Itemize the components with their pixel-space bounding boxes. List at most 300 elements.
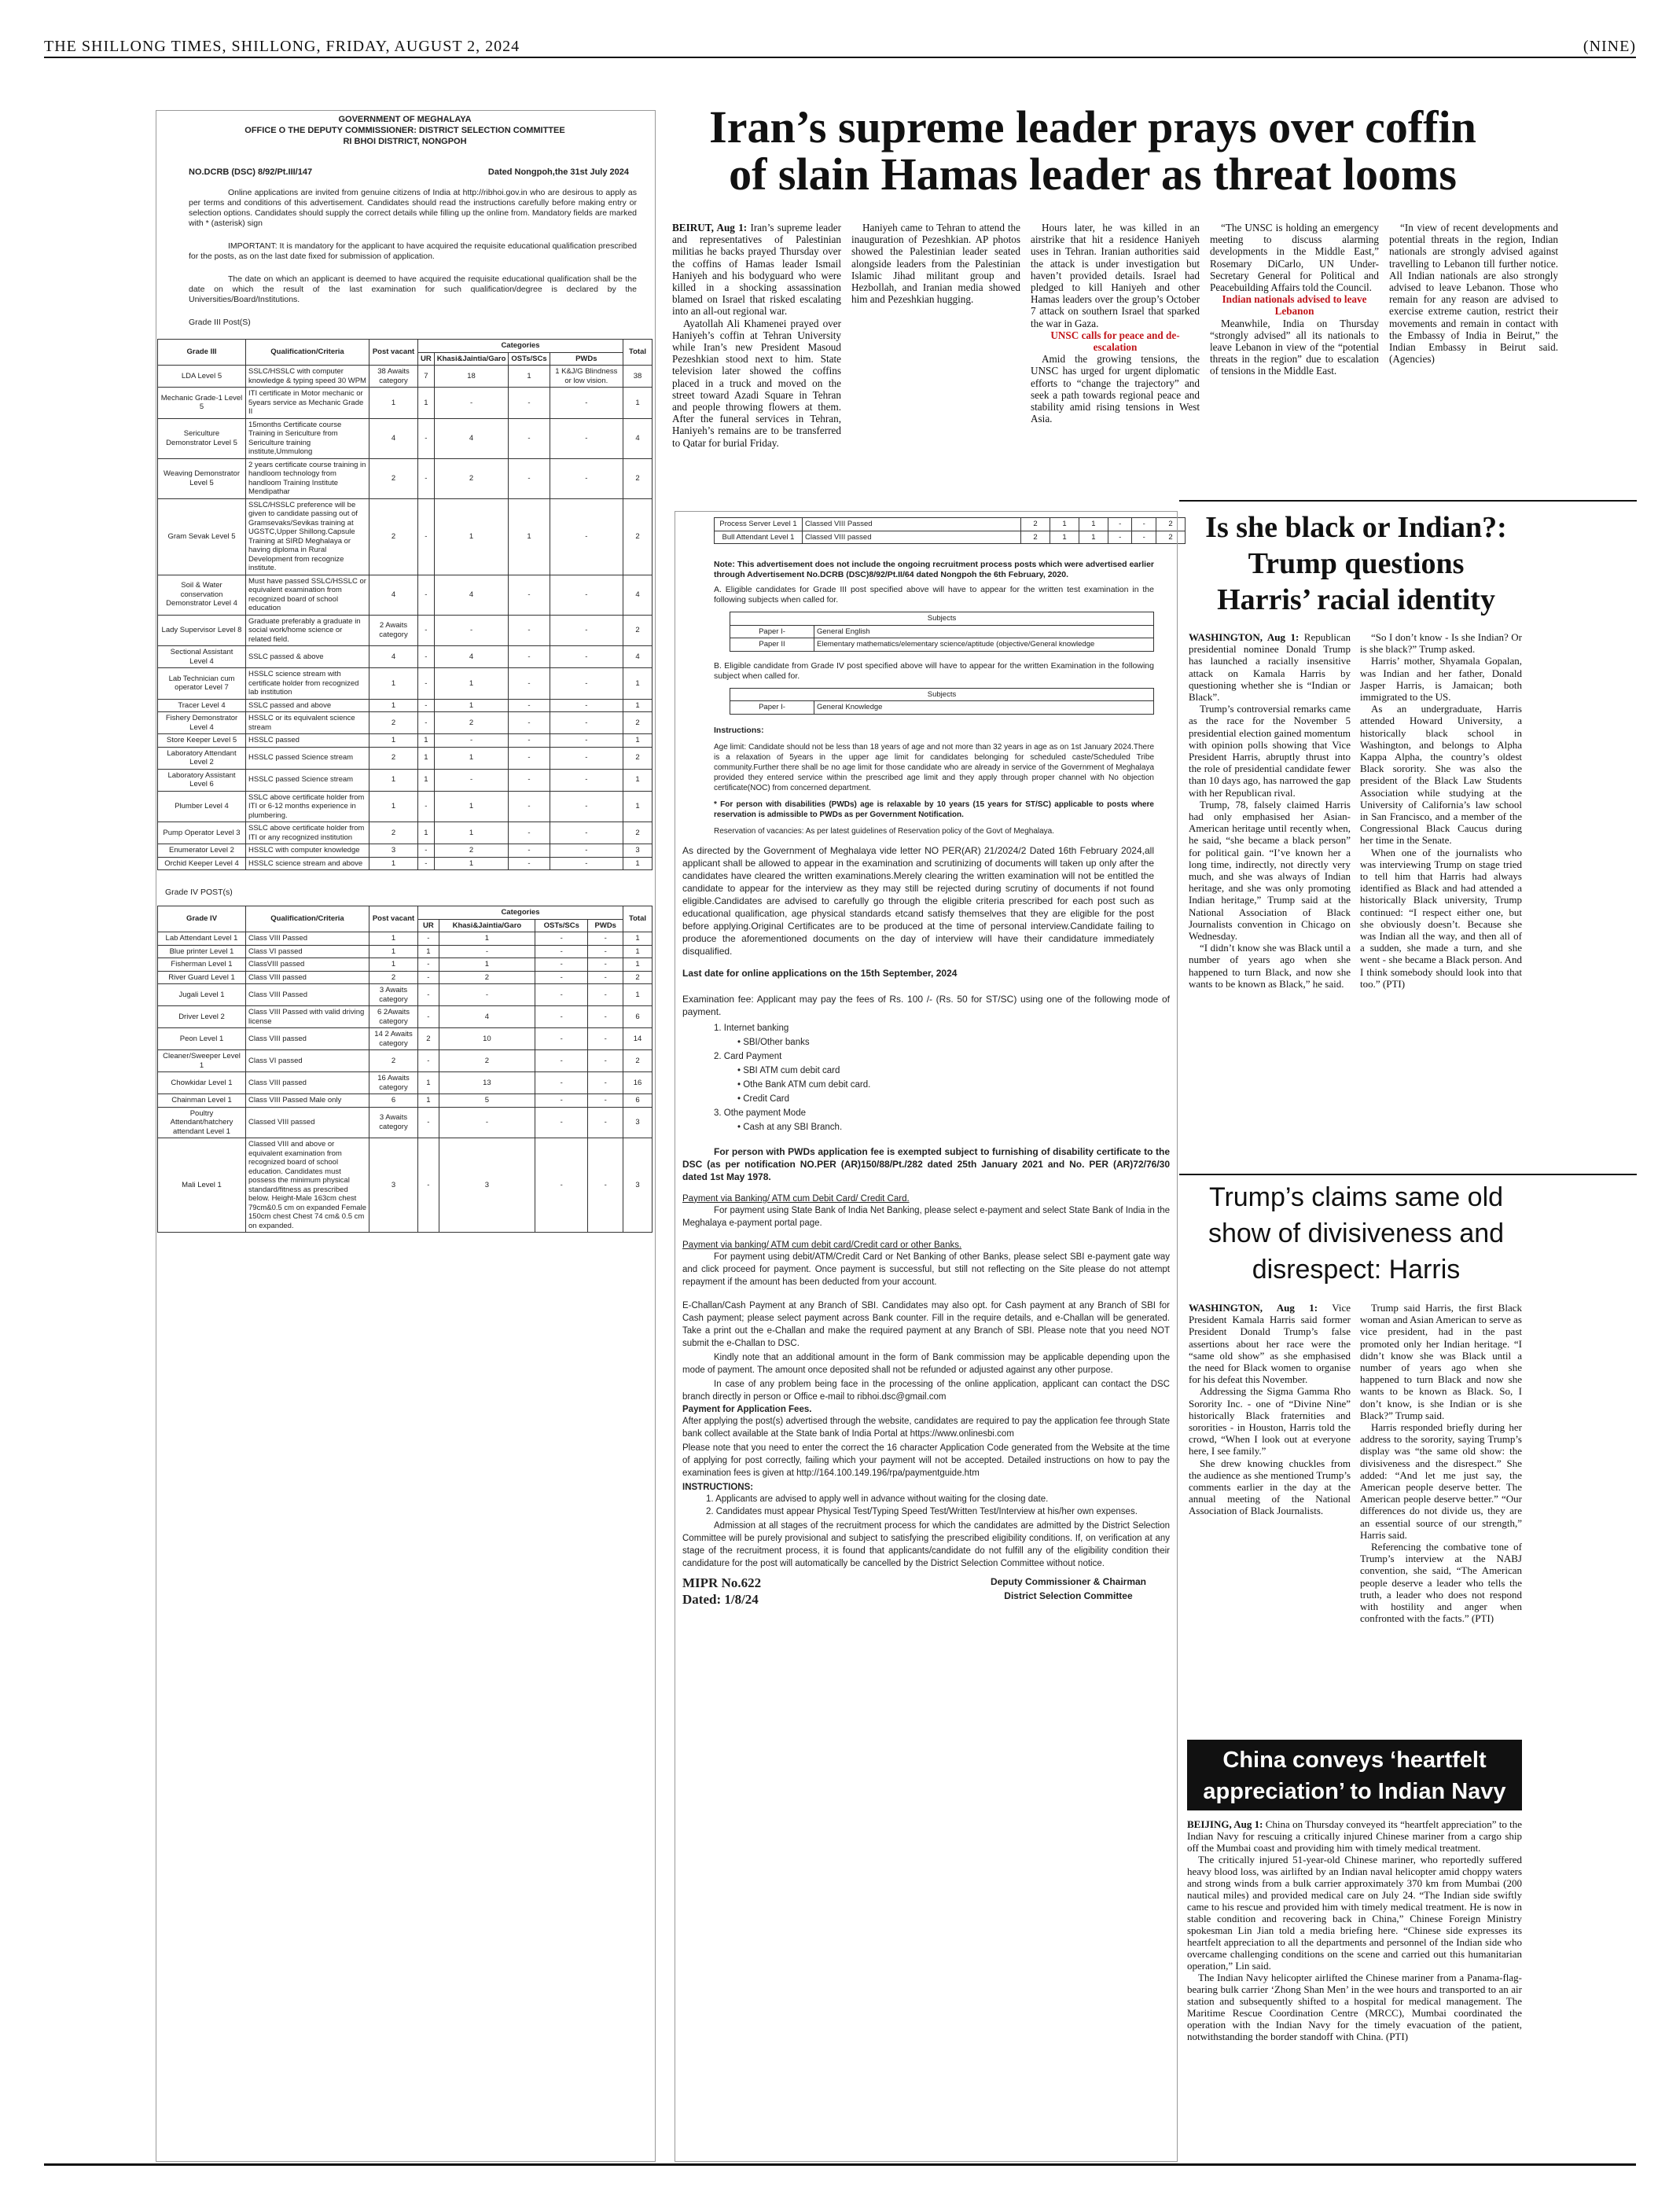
table-cell: - [509,458,550,498]
ad-last-date: Last date for online applications on the 15th September, 2024 [682,967,958,979]
table-cell: - [434,615,509,646]
table-cell: - [418,984,439,1006]
table-cell: - [418,458,435,498]
table-cell: 4 [623,646,653,668]
table-cell: - [509,769,550,791]
ad-note: Note: This advertisement does not include the ongoing recruitment process posts which were advertised earlier through Advertisement No.DCRB (DSC)8/92/Pt.II/64 dated Nongpoh the 6th February, 2020. [714,560,1154,579]
col-subheader: OSTs/SCs [535,919,588,932]
harris-p1: Vice President Kamala Harris said former President Donald Trump’s false assertions about her race were the “same old show” as she emphasised the need for Black women to organise for his defeat this November. [1189,1302,1351,1386]
table-cell: - [535,971,588,984]
instruction-item: 2. Candidates must appear Physical Test/Typing Speed Test/Written Test/Interview at his/her own expenses. [706,1506,1138,1516]
fee-mode-item: • SBI/Other banks [737,1037,810,1047]
iran-col1 [672,222,841,449]
table-cell: 2 [623,712,653,734]
table-cell: 1 [434,822,509,844]
table-cell: Poultry Attendant/hatchery attendant Level 1 [158,1107,246,1138]
table-cell: - [418,1138,439,1233]
table-cell: - [550,734,623,748]
ad-directed: As directed by the Government of Meghalaya vide letter NO PER(AR) 21/2024/2 Dated 16th February 2024,all applicant shall be allowed to appear in the examination and scrutinizing of documents will taken up only after the candidates have cleared the written examinations.Merely clearing the written examination will not be entitled the candidate to appear for the interview as they may still be rejected during scrutiny of documents if not found eligible.Candidates are advised to carefully go through the eligible criteria prescribed for each post such as educational qualification, age physical standards etcand satisfy themselves that they are eligible for the post before applying.Original Certificates are to be produced at the time of personal interview.Candidate failing to produce the aforementioned documents on the day of interview will have their candidature immediately disqualified. [682,844,1154,957]
ad-important: IMPORTANT: It is mandatory for the applicant to have acquired the requisite educational qualification prescribed for the posts, as on the last date fixed for submission of application. [189,241,637,261]
iran-headline [668,101,1517,200]
table-cell: 15months Certificate course Training in Sericulture from Sericulture training institute,Ummulong [246,418,369,458]
divider-rule [1179,500,1637,502]
table-cell: - [434,388,509,419]
table-cell: - [418,1107,439,1138]
table-cell: - [535,984,588,1006]
table-cell: SSLC passed & above [246,646,369,668]
table-cell: - [535,1138,588,1233]
table-cell: Sectional Assistant Level 4 [158,646,246,668]
iran-p2: Ayatollah Ali Khamenei prayed over Haniyeh’s coffin at Tehran University while Iran’s new President Masoud Pezeshkian stood next to him. State television later showed the coffins placed in a truck and moved on the street toward Azadi Square in Tehran and people throwing flowers at them. After the funeral services in Tehran, Haniyeh’s remains are to be transferred to Qatar for burial Friday. [672,317,841,449]
table-cell: - [535,1028,588,1050]
iran-headline-line1: Iran’s supreme leader prays over coffin [709,101,1476,153]
col-header: Grade III [158,340,246,366]
table-cell: 1 [418,388,435,419]
table-cell: 6 [369,1094,418,1108]
iran-p6: “The UNSC is holding an emergency meeting to discuss alarming developments in the Middle East,” Rosemary DiCarlo, UN Under-Secretary General for Political and Peacebuilding Affairs told the Council. [1210,222,1379,294]
subjects-header: Subjects [730,688,1154,701]
table-cell: - [418,1050,439,1072]
table-cell: - [550,646,623,668]
table-cell: - [509,615,550,646]
table-cell: 4 [623,575,653,615]
col-subheader: OSTs/SCs [509,352,550,366]
table-cell: 2 [369,971,418,984]
table-cell: Class VI passed [246,1050,369,1072]
table-cell: 14 2 Awaits category [369,1028,418,1050]
trump-headline-line1: Is she black or Indian?: [1205,511,1507,544]
table-cell: 1 [369,932,418,946]
instruction-item: 1. Applicants are advised to apply well in advance without waiting for the closing date. [706,1494,1049,1504]
table-cell: 3 [623,1138,653,1233]
table-cell: - [535,1006,588,1028]
col-header: Grade IV [158,906,246,932]
table-cell: 2 [434,458,509,498]
fee-mode-item: 3. Othe payment Mode [714,1108,806,1118]
table-cell: - [509,822,550,844]
table-cell: 2 [623,1050,653,1072]
table-cell: 4 [369,646,418,668]
iran-col3 [1031,222,1200,425]
table-cell: Lab Technician cum operator Level 7 [158,668,246,700]
table-cell: Sericulture Demonstrator Level 5 [158,418,246,458]
col-subheader: UR [418,352,435,366]
table-cell: 2 [1156,531,1186,544]
col-subheader: PWDs [588,919,623,932]
table-cell: 2 [369,712,418,734]
table-cell: - [439,984,535,1006]
table-cell: Cleaner/Sweeper Level 1 [158,1050,246,1072]
col-header: Categories [418,340,623,353]
table-cell: Enumerator Level 2 [158,844,246,858]
table-cell: 1 [369,734,418,748]
harris-p2: Addressing the Sigma Gamma Rho Sorority Inc. - one of “Divine Nine” historically Black fraternities and sororities - in Houston, Harris told the crowd, “When I look out at everyone here, I see family.” [1189,1385,1351,1457]
harris-headline [1191,1179,1521,1288]
ad-intro: Online applications are invited from genuine citizens of India at http://ribhoi.gov.in who are desirous to apply as per terms and conditions of this advertisement. Candidates should read the instructions carefully before making entry or selection options. Candidates should supply the correct details while filling up the online from. Mandatory fields are marked with * (asterisk) sign [189,188,637,228]
table-cell: - [1132,531,1156,544]
table-cell: - [418,1006,439,1028]
iran-p7: Meanwhile, India on Thursday “strongly advised” all its nationals to leave Lebanon in view of the “potential threats in the region” due to escalation of tensions in the Middle East. [1210,317,1379,377]
trump-col1 [1189,631,1351,990]
ad-sign2: District Selection Committee [1004,1590,1133,1601]
table-cell: - [418,699,435,712]
table-cell: 1 [369,668,418,700]
table-cell: 16 [623,1072,653,1094]
ad-instr-head: INSTRUCTIONS: [682,1482,754,1492]
table-cell: 4 [623,418,653,458]
table-cell: Tracer Level 4 [158,699,246,712]
fee-mode-item: • SBI ATM cum debit card [737,1065,840,1075]
table-cell: - [509,747,550,769]
iran-col2 [851,222,1020,305]
table-cell: - [418,971,439,984]
table-cell: 1 [1050,518,1079,531]
table-cell: 2 [434,712,509,734]
fee-mode-item: • Othe Bank ATM cum debit card. [737,1079,871,1090]
table-cell: 3 [369,1138,418,1233]
table-cell: - [588,1050,623,1072]
table-cell: - [588,984,623,1006]
ad-sign1: Deputy Commissioner & Chairman [990,1575,1146,1587]
table-cell: 1 [1079,518,1108,531]
trump-headline-line3: Harris’ racial identity [1217,583,1495,616]
table-cell: - [535,1107,588,1138]
table-cell: 3 Awaits category [369,1107,418,1138]
iran-sub2: Indian nationals advised to leave Lebanon [1222,293,1367,318]
iran-p1: Iran’s supreme leader and representatives of Palestinian militias he backs prayed Thursday over the coffins of Hamas leader Ismail Haniyeh and his bodyguard who were killed in a shocking assassination blamed on Israel that risked escalating into an all-out regional war. [672,222,841,318]
table-cell: 1 [418,1094,439,1108]
running-head [44,38,1636,56]
table-cell: - [509,418,550,458]
iran-dateline: BEIRUT, Aug 1: [672,222,748,233]
table-cell: - [588,971,623,984]
iran-p3: Haniyeh came to Tehran to attend the inauguration of Pezeshkian. AP photos showed the Palestinian leader seated alongside leaders from the Palestinian Islamic Jihad militant group and Hezbollah, and Iranian media showed him and Pezeshkian hugging. [851,222,1020,306]
table-cell: - [535,945,588,958]
table-cell: 18 [434,366,509,388]
col-header: Qualification/Criteria [246,906,369,932]
harris-col2 [1360,1302,1522,1624]
china-headline [1187,1740,1522,1807]
col-subheader: UR [418,919,439,932]
table-cell: 2 [1021,531,1050,544]
table-cell: General English [814,625,1154,638]
table-cell: 2 [623,615,653,646]
table-cell: 1 [623,984,653,1006]
harris-p6: Referencing the combative tone of Trump’s interview at the NABJ convention, she said, “The American people deserve a leader who tells the truth, a leader who does not respond with hostility and anger when confronted with the facts.” (PTI) [1360,1541,1522,1625]
trump-p8: When one of the journalists who was interviewing Trump on stage tried to tell him that Harris had always identified as Black and had attended a historically Black university, Trump continued: “I respect either one, but she obviously doesn’t. Because she was Indian all the way, and then all of a sudden, she made a turn, and she went - she became a Black person. And I think somebody should look into that too.” (PTI) [1360,846,1522,990]
ad-fee: Examination fee: Applicant may pay the fees of Rs. 100 /- (Rs. 50 for ST/SC) using one of the following mode of payment. [682,993,1170,1017]
table-cell: 3 [623,844,653,858]
table-cell: 1 [434,747,509,769]
table-cell: Store Keeper Level 5 [158,734,246,748]
table-cell: 1 [418,1072,439,1094]
table-cell: HSSLC passed Science stream [246,769,369,791]
china-headline-line2: appreciation’ to Indian Navy [1203,1779,1506,1804]
table-cell: Process Server Level 1 [715,518,803,531]
table-cell: General Knowledge [814,701,1154,715]
top-rule [44,57,1636,58]
table-cell: 2 [369,747,418,769]
table-cell: - [418,646,435,668]
ad-note-b: B. Eligible candidate from Grade IV post specified above will have to appear for the written Examination in the following subject when called for. [714,660,1154,681]
ad-org2: OFFICE O THE DEPUTY COMMISSIONER: DISTRICT SELECTION COMMITTEE [244,126,565,135]
table-cell: - [588,958,623,972]
table-cell: 5 [439,1094,535,1108]
table-cell: - [588,1006,623,1028]
table-cell: 1 [439,932,535,946]
table-cell: - [535,1072,588,1094]
table-cell: - [418,958,439,972]
table-cell: River Guard Level 1 [158,971,246,984]
table-cell: 1 [439,958,535,972]
harris-headline-line1: Trump’s claims same old [1208,1182,1504,1212]
table-cell: 1 [369,945,418,958]
table-cell: LDA Level 5 [158,366,246,388]
table-cell: 10 [439,1028,535,1050]
page-number: (NINE) [1583,38,1636,55]
table-cell: 2 [369,498,418,575]
table-cell: Paper I- [730,701,814,715]
table-cell: - [509,734,550,748]
table-cell: - [588,1028,623,1050]
table-cell: - [418,932,439,946]
harris-p4: Trump said Harris, the first Black woman and Asian American to serve as vice president, had in the past promoted only her Indian heritage. “I didn’t know she was Black until a number of years ago when she happened to turn Black and now she wants to be known as Black. So, I don’t know, is she Indian or is she Black?” Trump said. [1360,1302,1522,1421]
table-cell: - [509,668,550,700]
table-cell: 2 [1156,518,1186,531]
table-cell: - [418,418,435,458]
table-cell: Class VIII Passed [246,932,369,946]
table-cell: - [550,388,623,419]
iran-sub1: UNSC calls for peace and de-escalation [1050,329,1180,354]
table-cell: 1 [369,791,418,822]
table-cell: HSSLC with computer knowledge [246,844,369,858]
table-cell: - [550,418,623,458]
table-cell: SSLC above certificate holder from ITI or 6-12 months experience in plumbering. [246,791,369,822]
col-header: Qualification/Criteria [246,340,369,366]
table-cell: 1 [369,388,418,419]
table-cell: 1 [623,857,653,870]
table-cell: Must have passed SSLC/HSSLC or equivalent examination from recognized board of school education [246,575,369,615]
ad-grade4-title: Grade IV POST(s) [165,888,233,897]
table-cell: 1 [369,769,418,791]
trump-dateline: WASHINGTON, Aug 1: [1189,631,1300,643]
table-cell: 1 [623,945,653,958]
table-cell: 1 [418,822,435,844]
table-cell: 2 [369,458,418,498]
table-cell: 1 [434,791,509,822]
table-cell: ITI certificate in Motor mechanic or 5years service as Mechanic Grade II [246,388,369,419]
table-cell: - [418,575,435,615]
ad-age-limit: Age limit: Candidate should not be less than 18 years of age and not more than 32 years in age as on 1st January 2024.There is a relaxation of 5years in the upper age limit for candidates belonging for scheduled caste/Scheduled Tribe community.Further there shall be no age limit for those candidate who are already in service of the Government of Meghalaya provided they entered service within the prescribed age limit and they apply through proper channel with No objection certificate(NOC) from concerned department. [714,742,1154,792]
table-cell: Driver Level 2 [158,1006,246,1028]
table-cell: - [418,668,435,700]
table-cell: - [439,945,535,958]
table-cell: HSSLC passed [246,734,369,748]
table-cell: 2 [623,747,653,769]
ad-pay-fee-head: Payment for Application Fees. [682,1404,812,1414]
table-cell: 3 [439,1138,535,1233]
table-cell: Peon Level 1 [158,1028,246,1050]
table-cell: 4 [434,575,509,615]
table-cell: - [535,932,588,946]
table-cell: 1 [623,932,653,946]
table-cell: - [550,458,623,498]
table-cell: 6 2Awaits category [369,1006,418,1028]
table-cell: 6 [623,1094,653,1108]
ad-note-a: A. Eligible candidates for Grade III post specified above will have to appear for the written test examination in the following subjects when called for. [714,585,1154,605]
table-cell: 1 [623,388,653,419]
trump-p6: Harris’ mother, Shyamala Gopalan, was Indian and her father, Donald Jasper Harris, is Jamaican; both immigrated to the US. [1360,655,1522,704]
table-cell: - [588,1107,623,1138]
trump-p4: “I didn’t know she was Black until a number of years ago when she happened to turn Black, and now she wants to be known as Black,” he said. [1189,942,1351,990]
table-cell: - [509,646,550,668]
advert-border-center [675,511,1178,2162]
table-cell: Classed VIII passed [803,531,1021,544]
table-cell: 7 [418,366,435,388]
table-cell: 2 [418,1028,439,1050]
trump-p2: Trump’s controversial remarks came as the race for the November 5 presidential election gained momentum with opinion polls showing that Vice President Harris, abruptly thrust into the role of presidential candidate fewer than 10 days ago, has narrowed the gap with her Republican rival. [1189,703,1351,799]
table-cell: 1 [509,498,550,575]
table-cell: SSLC above certificate holder from ITI or any recognized institution [246,822,369,844]
ad-admission: Admission at all stages of the recruitment process for which the candidates are admitted by the District Selection Committee will be purely provisional and subject to satisfying the prescribed eligibility conditions. If, on verification at any stage of the recruitment process, it is found that applicants/candidate do not fulfill any of the eligibility condition their candidature for the post will automatically be cancelled by the District Selection Committee without notice. [682,1520,1170,1568]
table-cell: 2 [623,498,653,575]
table-cell: - [509,388,550,419]
table-cell: Gram Sevak Level 5 [158,498,246,575]
table-cell: Laboratory Assistant Level 6 [158,769,246,791]
table-cell: Elementary mathematics/elementary science/aptitude (objective/General knowledge [814,638,1154,652]
table-cell: Classed VIII and above or equivalent examination from recognized board of school education. Candidates must possess the minimum physical standard/fitness as prescribed below. Height-Male 163cm chest 79cm&0.5 cm on expanded Female 150cm chest Chest 74 cm& 0.5 cm on expanded. [246,1138,369,1233]
iran-headline-line2: of slain Hamas leader as threat looms [729,148,1457,200]
ad-mipr: MIPR No.622 [682,1575,762,1590]
subjects-header: Subjects [730,612,1154,626]
table-cell: - [418,712,435,734]
table-cell: - [509,699,550,712]
table-cell: - [535,1050,588,1072]
table-cell: 2 [434,844,509,858]
table-cell: - [509,857,550,870]
table-cell: - [418,857,435,870]
fee-mode-item: 2. Card Payment [714,1051,782,1061]
fee-mode-item: • Cash at any SBI Branch. [737,1122,843,1132]
iran-p5: Amid the growing tensions, the UNSC has urged for urgent diplomatic efforts to “change the trajectory” and seek a path towards regional peace and stability amid rising tensions in West Asia. [1031,353,1200,425]
table-cell: Mechanic Grade-1 Level 5 [158,388,246,419]
table-cell: ClassVIII passed [246,958,369,972]
table-cell: - [1132,518,1156,531]
trump-p7: As an undergraduate, Harris attended Howard University, a historically black school in Washington, and belongs to Alpha Kappa Alpha, the country’s oldest Black sorority. She was also the president of the Black Law Students Association while studying at the University of California’s law school in San Francisco, and a member of the Congressional Black Caucus during her time in the Senate. [1360,703,1522,847]
table-cell: 2 Awaits category [369,615,418,646]
trump-p5: “So I don’t know - Is she Indian? Or is she black?” Trump asked. [1360,631,1522,656]
table-cell: - [588,1094,623,1108]
table-cell: - [418,844,435,858]
table-cell: - [550,791,623,822]
fee-mode-item: 1. Internet banking [714,1023,789,1033]
table-cell: - [509,575,550,615]
table-cell: Class VIII passed [246,971,369,984]
table-cell: 1 [623,769,653,791]
table-cell: - [550,822,623,844]
ad-pay1: For payment using State Bank of India Net Banking, please select e-payment and select State Bank of India in the Meghalaya e-payment portal page. [682,1205,1170,1228]
table-cell: 2 [439,1050,535,1072]
table-cell: - [550,668,623,700]
iran-p4: Hours later, he was killed in an airstrike that hit a residence Haniyeh uses in Tehran. Iranian authorities said the attack is under investigation but haven’t provided details. Israel had pledged to kill Haniyeh and other Hamas leaders over the group’s October 7 attack on southern Israel that sparked the war in Gaza. [1031,222,1200,329]
table-cell: 14 [623,1028,653,1050]
table-cell: 1 [623,791,653,822]
table-cell: 38 Awaits category [369,366,418,388]
table-cell: - [588,1138,623,1233]
ad-pay7: Please note that you need to enter the correct the 16 character Application Code generated from the Website at the time of applying for post correctly, failing which your payment will not be accepted. Detailed instructions on how to pay the examination fees is given at http://164.100.149.196/rpa/paymentguide.htm [682,1443,1170,1478]
table-cell: Class VIII Passed [246,984,369,1006]
table-cell: 1 [418,769,435,791]
table-cell: SSLC/HSSLC with computer knowledge & typing speed 30 WPM [246,366,369,388]
table-cell: Bull Attendant Level 1 [715,531,803,544]
table-cell: 1 K&J/G Blindness or low vision. [550,366,623,388]
table-cell: - [418,791,435,822]
col-header: Total [623,340,653,366]
table-cell: - [418,615,435,646]
table-cell: - [550,844,623,858]
table-cell: 2 [623,822,653,844]
table-cell: Classed VIII passed [246,1107,369,1138]
table-cell: 3 [623,1107,653,1138]
table-cell: Pump Operator Level 3 [158,822,246,844]
iran-col4 [1210,222,1379,377]
trump-headline-line2: Trump questions [1248,547,1465,580]
table-cell: 2 [369,822,418,844]
table-cell: - [509,844,550,858]
china-headline-box [1187,1740,1522,1810]
iran-p8: “In view of recent developments and potential threats in the region, Indian nationals are strongly advised against travelling to Lebanon till further notice. All Indian nationals are also strongly advised to leave Lebanon. Those who remain for any reason are advised to exercise extreme caution, restrict their movements and remain in contact with the Embassy of India in Beirut,” the Indian Embassy in Beirut said. (Agencies) [1389,222,1558,366]
ad-instructions-label: Instructions: [714,725,764,735]
table-cell: 2 [369,1050,418,1072]
table-cell: - [509,791,550,822]
trump-col2 [1360,631,1522,990]
table-cell: 1 [623,958,653,972]
table-cell: - [550,699,623,712]
table-cell: - [439,1107,535,1138]
table-cell: 2 [623,971,653,984]
table-cell: - [1108,518,1132,531]
col-header: Categories [418,906,623,920]
table-cell: Graduate preferably a graduate in social work/home science or related field. [246,615,369,646]
bottom-rule [44,2163,1636,2166]
table-cell: Blue printer Level 1 [158,945,246,958]
table-cell: Paper II [730,638,814,652]
trump-headline [1191,509,1521,618]
table-cell: - [535,1094,588,1108]
table-cell: HSSLC or its equivalent science stream [246,712,369,734]
table-cell: - [434,769,509,791]
ad-pay2-head: Payment via banking/ ATM cum debit card/Credit card or other Banks. [682,1240,962,1250]
col-header: Post vacant [369,906,418,932]
table-cell: 1 [418,747,435,769]
table-cell: Soil & Water conservation Demonstrator Level 4 [158,575,246,615]
iran-col5 [1389,222,1558,365]
table-cell: 2 years certificate course training in handloom technology from handloom Training Institute Mendipathar [246,458,369,498]
table-cell: 2 [1021,518,1050,531]
col-subheader: PWDs [550,352,623,366]
table-cell: - [588,932,623,946]
table-cell: Class VIII Passed Male only [246,1094,369,1108]
running-head-left: THE SHILLONG TIMES, SHILLONG, FRIDAY, AUGUST 2, 2024 [44,38,520,55]
table-cell: HSSLC science stream with certificate holder from recognized lab institution [246,668,369,700]
ad-org1: GOVERNMENT OF MEGHALAYA [338,115,472,124]
table-cell: Chainman Level 1 [158,1094,246,1108]
trump-p3: Trump, 78, falsely claimed Harris had only emphasised her Asian-American heritage until recently when, he said, “she became a black person” for political gain. “I’ve known her a long time, indirectly, not directly very much, and she was always of Indian heritage, and she was only promoting Indian heritage,” Trump said at the National Association of Black Journalists convention in Chicago on Wednesday. [1189,798,1351,943]
table-cell: 4 [369,575,418,615]
table-cell: 4 [439,1006,535,1028]
table-cell: SSLC passed and above [246,699,369,712]
advert-border-left [156,110,656,2162]
